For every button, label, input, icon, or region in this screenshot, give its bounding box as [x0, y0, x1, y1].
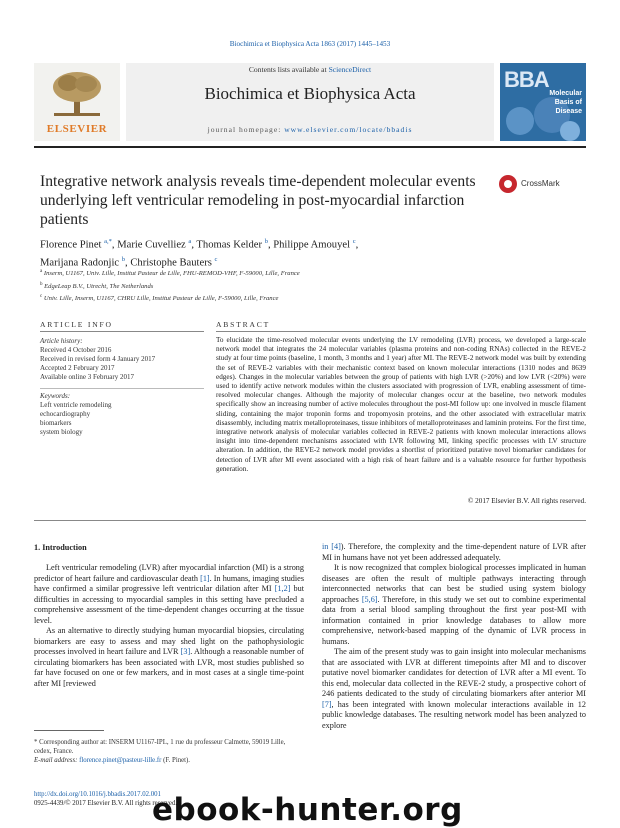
journal-masthead — [34, 63, 586, 141]
email-link[interactable]: florence.pinet@pasteur-lille.fr — [79, 757, 162, 764]
affiliation-item: $^a$ Inserm, U1167, Univ. Lille, Institut Pasteur de Lille, FHU-REMOD-VHF, F-59000, Lille, France — [40, 269, 300, 278]
author-list: Florence Pinet $^{a,*}$, Marie Cuvelliez $^a$, Thomas Kelder $^b$, Philippe Amouyel $^c$, Marijana Radonjic $^b$, Christophe Bauters $^c$ — [40, 238, 359, 269]
article-info-heading: ARTICLE INFO — [40, 320, 113, 329]
keywords-label: Keywords: — [40, 392, 71, 400]
abstract-rule — [216, 331, 586, 332]
affiliation-item: $^b$ EdgeLeap B.V., Utrecht, The Netherlands — [40, 281, 154, 290]
article-title: Integrative network analysis reveals time-dependent molecular events underlying left ventricular remodeling in post-myocardial infarction patients — [40, 173, 476, 228]
history-item: Accepted 2 February 2017 — [40, 363, 115, 372]
author-sup[interactable]: b — [121, 255, 126, 263]
cover-subtitle — [549, 89, 582, 116]
crossmark-icon — [499, 175, 517, 193]
paragraph: Left ventricular remodeling (LVR) after myocardial infarction (MI) is a strong predictor of heart failure and cardiovascular death [1]. In humans, imaging studies have confirmed a similar progressive left ventricular dilation after MI [1,2] but difficulties in accessing to myocardial samples in this setting have precluded a comprehensive assessment of the time-dependent changes occurring at the tissue level. — [34, 563, 304, 625]
citation-link[interactable]: in [4] — [322, 542, 341, 551]
author-sup[interactable]: a,* — [104, 238, 112, 245]
footnote — [34, 738, 304, 765]
homepage-link[interactable]: www.elsevier.com/locate/bbadis — [284, 125, 413, 134]
citation-link[interactable]: [3] — [180, 647, 191, 656]
journal-info-box — [126, 63, 494, 141]
paragraph: in [4]). Therefore, the complexity and the time-dependent nature of LVR after MI in humans have not yet been addressed adequately. — [322, 542, 586, 562]
author-name: Florence Pinet — [40, 239, 102, 251]
paragraph: As an alternative to directly studying human myocardial biopsies, circulating biomarkers are easy to assess and may shed light on the pathophysiologic processes involved in heart failure and LVR [3]. Although a reasonable number of circulating biomarkers has been associated with LVR, most studies published so far have focused on one or few markers, and in most cases at a single time-point after MI [reviewed — [34, 626, 304, 688]
paragraph: It is now recognized that complex biological processes implicated in human diseases are often the result of multiple pathways interacting through interconnected networks that can best be studied using system biology approaches [5,6]. Therefore, in this study we set out to combine experimental data from a serial blood sampling throughout the first year post-MI with information contained in prior knowledge databases to allow more comprehensive, network-based mapping of the dynamic of LVR process in humans. — [322, 563, 587, 646]
author-sup[interactable]: b — [264, 238, 268, 245]
footnote-rule — [34, 730, 104, 731]
journal-name: Biochimica et Biophysica Acta — [204, 84, 416, 103]
corresponding-author-note: * Corresponding author at: INSERM U1167-IPL, 1 rue du professeur Calmette, 59019 Lille, cedex, France. — [34, 739, 286, 755]
elsevier-wordmark: ELSEVIER — [46, 123, 108, 135]
history-item: Received in revised form 4 January 2017 — [40, 354, 156, 363]
cover-letters: BBA — [504, 67, 549, 92]
email-line: E-mail address: florence.pinet@pasteur-lille.fr (F. Pinet). — [34, 757, 190, 764]
citation-link[interactable]: [1,2] — [274, 584, 291, 593]
masthead-rule — [34, 146, 586, 148]
cover-line-3: Disease — [555, 108, 582, 115]
cover-line-2: Basis of — [554, 99, 582, 106]
journal-citation[interactable]: Biochimica et Biophysica Acta 1863 (2017) 1445–1453 — [229, 40, 391, 48]
abstract-copyright: © 2017 Elsevier B.V. All rights reserved. — [467, 497, 586, 505]
doi-link[interactable]: http://dx.doi.org/10.1016/j.bbadis.2017.02.001 — [34, 791, 161, 798]
keyword-item: system biology — [40, 427, 83, 436]
contents-line — [126, 65, 494, 74]
section-heading-introduction: 1. Introduction — [34, 543, 87, 552]
keywords-rule — [40, 388, 204, 389]
history-item: Available online 3 February 2017 — [40, 372, 134, 381]
citation-link[interactable]: [1] — [200, 573, 210, 583]
elsevier-tree-icon — [48, 69, 106, 117]
journal-cover — [500, 63, 586, 141]
watermark-text: ebook-hunter.org — [152, 792, 463, 828]
author-sup[interactable]: c — [214, 255, 218, 263]
article-info-rule — [40, 331, 204, 332]
affiliations — [40, 267, 500, 305]
abstract-heading: ABSTRACT — [216, 320, 271, 329]
homepage-line — [126, 125, 494, 134]
homepage-prefix: journal homepage: — [207, 125, 285, 134]
keyword-item: echocardiography — [40, 409, 91, 418]
history-label: Article history: — [40, 337, 83, 345]
body-column-left — [34, 563, 304, 689]
citation-link[interactable]: [5,6] — [361, 594, 378, 604]
body-column-right — [322, 542, 586, 731]
cover-line-1: Molecular — [549, 90, 582, 97]
crossmark-badge[interactable] — [499, 175, 585, 193]
author-name: Thomas Kelder — [196, 239, 263, 251]
keywords — [40, 392, 190, 437]
paragraph: The aim of the present study was to gain insight into molecular mechanisms that are associated with LVR at different timepoints after MI and to discover putative novel biomarker candidates for detection of LVR after a MI event. To this end, molecular data collected in the REVE-2 study, a prospective cohort of 246 patients dedicated to the study of circulating biomarkers after anterior MI [7], has been integrated with known molecular interactions available in 12 public knowledge databases. The resulting network model has been analyzed to explore — [322, 647, 586, 730]
keyword-item: biomarkers — [40, 418, 72, 427]
affiliation-item: $^c$ Univ. Lille, Inserm, U1167, CHRU Lille, Institut Pasteur de Lille, F-59000, Lille, France — [40, 294, 279, 303]
article-history — [40, 337, 190, 382]
author-name: Philippe Amouyel — [273, 239, 351, 251]
crossmark-label: CrossMark — [521, 179, 560, 188]
sciencedirect-link[interactable]: ScienceDirect — [328, 65, 372, 74]
author-sup[interactable]: a — [188, 238, 192, 245]
abstract-end-rule — [34, 520, 586, 521]
elsevier-logo — [34, 63, 120, 141]
citation-link[interactable]: [7] — [322, 699, 332, 709]
author-name: Christophe Bauters — [130, 257, 212, 269]
abstract-text: To elucidate the time-resolved molecular events underlying the LV remodeling (LVR) process, we developed a large-scale network model that integrates the 24 molecular variables (plasma proteins and non-coding RNAs) collected in the REVE-2 study at four time points (baseline, 1 month, 3 months and 1 year) after MI. The REVE-2 network model was built by extending the set of REVE-2 variables with their mechanistic context based on known molecular interactions (1310 nodes and 8639 edges). Changes in the molecular variables between the group of patients with high LVR (>20%) and low LVR (<20%) were used to identify active network modules within the clusters associated with progression of LVR, enabling assessment of time-resolved molecular changes. Although the majority of molecular changes occur at the baseline, two network modules specifically show an increasing number of active molecules throughout the post-MI follow up: one involved in muscle filament sliding, containing the major troponin forms and tropomyosin proteins, and the other associated with extracellular matrix disassembly, including matrix metalloproteinases, tissue inhibitors of metalloproteinases and laminin proteins. For the first time, integrative network analysis of molecular variables collected in REVE-2 patients with known molecular interactions allows insight into time-dependent mechanisms associated with LVR following MI, linking specific processes with LV structure alteration. In addition, the REVE-2 network model provides a shortlist of prioritized putative novel biomarker candidates for detection of LVR after MI event associated with a high risk of heart failure and is a valuable resource for further hypothesis generation. — [216, 336, 586, 473]
author-name: Marijana Radonjic — [40, 257, 120, 269]
contents-prefix: Contents lists available at — [248, 65, 329, 74]
history-item: Received 4 October 2016 — [40, 345, 112, 354]
author-sup[interactable]: c — [352, 238, 356, 245]
keyword-item: Left ventricle remodeling — [40, 400, 112, 409]
author-name: Marie Cuvelliez — [117, 239, 186, 251]
issn-line: 0925-4439/© 2017 Elsevier B.V. All rights reserved. — [34, 800, 178, 807]
